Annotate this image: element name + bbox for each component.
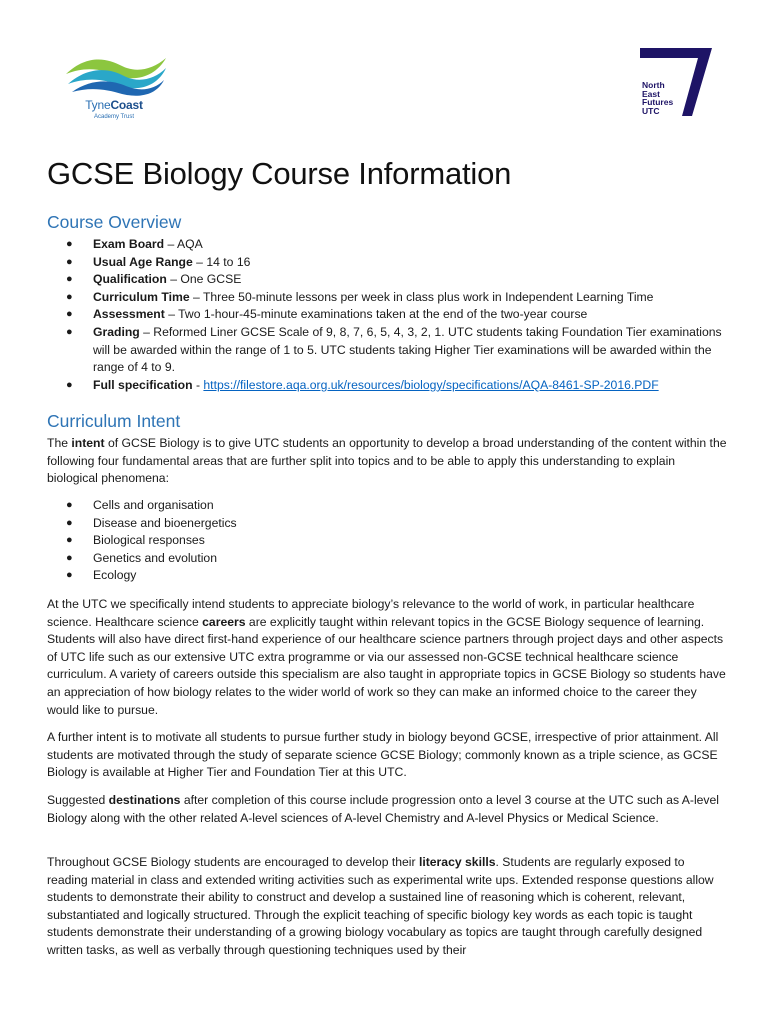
course-overview-list [66,236,726,394]
north-east-futures-utc-logo [640,48,714,118]
course-overview-heading: Course Overview [47,212,182,232]
tyne-coast-subtitle: Academy Trust [93,114,134,120]
tyne-coast-name: TyneCoast [85,98,143,112]
intent-paragraph: The intent of GCSE Biology is to give UTC students an opportunity to develop a broad understanding of the content within the following four fundamental areas that are further split into topics and to be able to apply this understanding to explain biological phenomena: [47,436,727,486]
wave-logo-icon [62,52,170,98]
curriculum-intent-heading: Curriculum Intent [47,411,181,431]
list-item: ● Curriculum Time – Three 50-minute lessons per week in class plus work in Independent Learning Time [66,289,654,304]
list-item: ● Qualification – One GCSE [66,272,242,287]
list-item: ● Ecology [66,568,137,583]
further-intent-paragraph: A further intent is to motivate all students to pursue further study in biology beyond GCSE, irrespective of prior attainment. All students are motivated through the study of separate science GCSE Biology; commonly known as a triple science, as GCSE Biology is available at Higher Tier and Foundation Tier at this UTC. [47,730,719,780]
literacy-paragraph: Throughout GCSE Biology students are encouraged to develop their literacy skills. Students are regularly exposed to reading material in class and extended writing activities such as experimental write ups. Extended response questions allow students to demonstrate their ability to construct and develop a sustained line of reasoning which is coherent, relevant, substantiated and logically structured. Through the explicit teaching of specific biology key words as each topic is taught students demonstrate their understanding of a growing biology vocabulary as topics are taught through carefully designed written tasks, as well as verbally through questioning techniques used by their [47,855,714,957]
topic-list [66,497,726,585]
list-item: ● Biological responses [66,533,205,548]
careers-paragraph: At the UTC we specifically intend students to appreciate biology’s relevance to the world of work, in particular healthcare science. Healthcare science careers are explicitly taught within relevant topics in the GCSE Biology sequence of learning. Students will also have direct first-hand experience of our healthcare science partners through project days and other aspects of UTC life such as our extensive UTC extra programme or via our assessed non-GCSE technical healthcare science curriculum. A variety of careers outside this specialism are also taught in appropriate topics in GCSE Biology so students have an appreciation of how biology relates to the wider world of work so they can make an informed choice to the career they would like to pursue. [47,597,726,717]
list-item: ● Cells and organisation [66,498,214,512]
list-item: ● Full specification - https://filestore.aqa.org.uk/resources/biology/specifications/AQA-8461-SP-2016.PDF [66,377,659,392]
list-item: ● Disease and bioenergetics [66,515,237,530]
utc-logo-text: North East Futures UTC [642,80,674,116]
list-item: ● Usual Age Range – 14 to 16 [66,254,251,269]
destinations-paragraph: Suggested destinations after completion of this course include progression onto a level 3 course at the UTC such as A-level Biology along with the other related A-level sciences of A-level Chemistry and A-level Physics or Medical Science. [47,793,720,825]
list-item: ● Assessment – Two 1-hour-45-minute examinations taken at the end of the two-year course [66,307,588,322]
page-title: GCSE Biology Course Information [47,156,512,191]
list-item: ● Genetics and evolution [66,550,217,565]
specification-link[interactable]: https://filestore.aqa.org.uk/resources/biology/specifications/AQA-8461-SP-2016.PDF [203,377,659,392]
list-item: ● Exam Board – AQA [66,237,203,251]
list-item: ● Grading – Reformed Liner GCSE Scale of 9, 8, 7, 6, 5, 4, 3, 2, 1. UTC students taking Foundation Tier examinations will be awarded within the range of 1 to 5. UTC students taking Higher Tier examinations will be awarded within the range of 4 to 9. [66,324,722,375]
tyne-coast-logo [62,52,170,122]
